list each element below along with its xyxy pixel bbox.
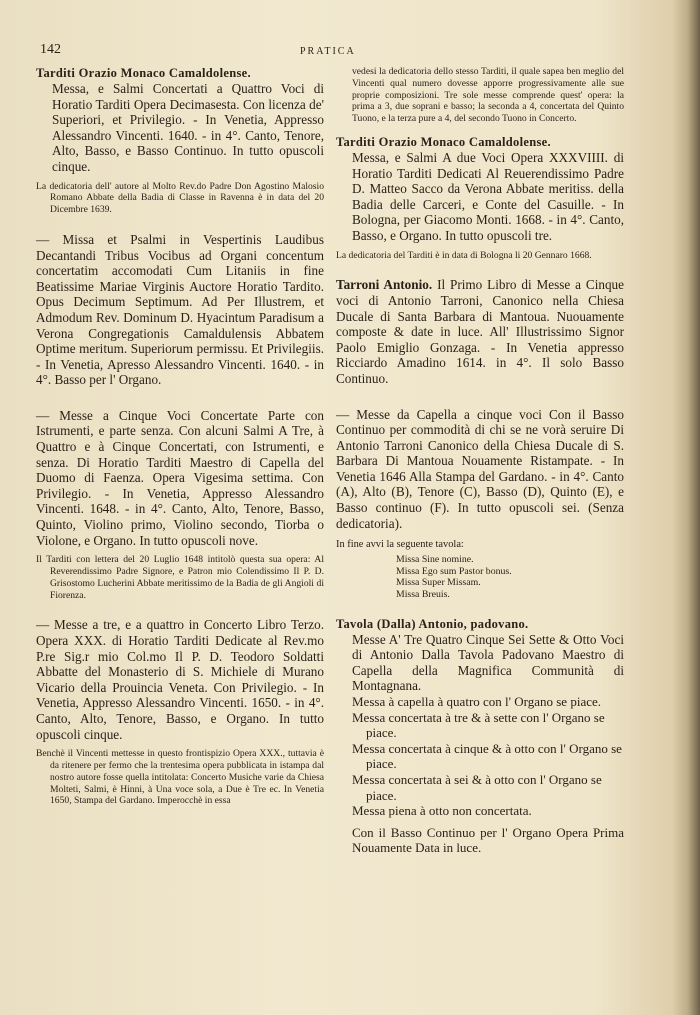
entry-heading: Tarditi Orazio Monaco Camaldolense. [336, 134, 551, 149]
left-column [36, 66, 324, 807]
entry-note: La dedicatoria dell' autore al Molto Rev.do Padre Don Agostino Malosio Romano Abbate della Badia di Classe in Ravenna è in data del 20 Dicembre 1639. [36, 180, 324, 216]
entry-text: — Missa et Psalmi in Vespertinis Laudibus Decantandi Tribus Vocibus ad Organi concentum concertatim accomodati Cum Litaniis in fine Beatissime Mariae Virginis Auctore Horatio Tardito. Opus Decimum Septimum. Ad Per Illustrem, et Admodum Rev. Dominum D. Hyacintum Paradisum a Verona Congregationis Camaldulensis Abbatem Optime meritum. Superiorum permissu. Et Privilegiis. - In Venetia, Apresso Alessandro Vincenti. 1640. - in 4°. Basso per l' Organo. [36, 231, 324, 388]
running-head: PRATICA [300, 46, 356, 57]
entry-text: Messa, e Salmi A due Voci Opera XXXVIIII. di Horatio Tarditi Dedicati Al Reuerendissimo Padre D. Matteo Sacco da Verona Abbate meritiss. della Badia delle Carceri, e Conte del Casuille. - In Bologna, per Giacomo Monti. 1668. - in 4°. Canto, Basso, e Organo. In tutto opuscoli tre. [352, 149, 624, 243]
closing-text: Con il Basso Continuo per l' Organo Opera Prima Nouamente Data in luce. [352, 824, 624, 856]
entry-text-inline: Il Primo Libro di Messe a Cinque voci di Antonio Tarroni, Canonico nella Chiesa Ducale di Santa Barbara di Mantoua. Nuouamente composte & date in luce. All' Illustrissimo Signor Paolo Emiglio Gonzaga. - In Venetia appresso Ricciardo Amadino 1614. in 4°. Il solo Basso Continuo. [336, 277, 624, 386]
messa-list [336, 694, 624, 819]
list-item: Missa Breuis. [396, 589, 450, 601]
entry-text: — Messe a tre, e a quattro in Concerto Libro Terzo. Opera XXX. di Horatio Tarditi Dedicate al Rev.mo P.re Sig.r mio Col.mo Il P. D. Teodoro Soldatti Abbatte del Monasterio di S. Michiele di Murano Vicario della Prouincia Veneta. Con Privilegio. - In Venetia, Appresso Alessandro Vincenti. 1650. - in 4°. Canto, Alto, Tenore, Basso, e Organo. In tutto opuscoli cinque. [36, 617, 324, 742]
list-item: Missa Super Missam. [396, 577, 481, 589]
entry-heading: Tavola (Dalla) Antonio, padovano. [336, 616, 529, 631]
list-item: Messa concertata à tre & à sette con l' Organo se piace. [352, 709, 605, 741]
tavola-intro: In fine avvi la seguente tavola: [336, 539, 464, 551]
entry-heading: Tarroni Antonio. [336, 277, 433, 293]
continued-note: vedesi la dedicatoria dello stesso Tarditi, il quale sapea ben meglio del Vincenti qual numero dovesse apporre progressivamente alle sue proprie composizioni. Tre sole messe comprende quest' opera: la prima a 3, due soprani e basso; la seconda a 4, concertata del Quinto Tuono, e la terza pure a 4, del secondo Tuono in Concerto. [352, 66, 624, 125]
entry-text: Messa, e Salmi Concertati a Quattro Voci di Horatio Tarditi Opera Decimasesta. Con licenza de' Superiori, et Privilegio. - In Venetia, Appresso Alessandro Vincenti. 1640. - in 4°. Canto, Tenore, Alto, Basso, e Basso Continuo. In tutto opuscoli cinque. [52, 81, 324, 174]
list-item: Messa concertata à cinque & à otto con l' Organo se piace. [352, 740, 622, 772]
book-spine-shadow [672, 0, 700, 1015]
list-item: Missa Ego sum Pastor bonus. [396, 565, 512, 577]
list-item: Missa Sine nomine. [396, 554, 474, 566]
entry-note: Benchè il Vincenti mettesse in questo frontispizio Opera XXX., tuttavia è da ritenere per fermo che la trentesima opera pubblicata in istampa dal nostro autore fosse quella intitolata: Concerto Musiche varie da Chiesa Molteti, Salmi, è Hinni, à Una voce sola, a Due è Tre ec. In Venetia 1650, Stampa del Gardano. Imperocchè in essa [36, 748, 324, 807]
tavola-list [336, 554, 624, 600]
entry-note: La dedicatoria del Tarditi è in data di Bologna li 20 Gennaro 1668. [336, 249, 592, 261]
page-number: 142 [40, 42, 61, 57]
right-column [336, 66, 624, 856]
list-item: Messa piena à otto non concertata. [352, 803, 532, 819]
entry-text [336, 277, 624, 386]
entry-text: — Messe da Capella a cinque voci Con il Basso Continuo per commodità di chi se ne vorà seruire Di Antonio Tarroni Canonico della Chiesa Ducale di S. Barbara Di Mantoua Nouamente Ristampate. - In Venetia 1646 Alla Stampa del Gardano. - in 4°. Canto (A), Alto (B), Tenore (C), Basso (D), Quinto (E), e Basso continuo (F). In tutto opuscoli sei. (Senza dedicatoria). [336, 406, 624, 531]
entry-heading: Tarditi Orazio Monaco Camaldolense. [36, 66, 251, 80]
list-item: Messa concertata à sei & à otto con l' Organo se piace. [352, 771, 602, 803]
entry-note: Il Tarditi con lettera del 20 Luglio 1648 intitolò questa sua opera: Al Reverendissimo Padre Signore, e Patron mio Colendissimo Il P. D. Grisostomo Lucherini Abbate meritissimo de la Badia de gli Angioli di Fiorenza. [36, 554, 324, 601]
entry-text: Messe A' Tre Quatro Cinque Sei Sette & Otto Voci di Antonio Dalla Tavola Padovano Maestro di Capella della Magnifica Communità di Montagnana. [352, 631, 624, 694]
entry-text: — Messe a Cinque Voci Concertate Parte con Istrumenti, e parte senza. Con alcuni Salmi A Tre, à Quattro e à Cinque Concertati, con Istrumenti, e senza. Di Horatio Tarditi Maestro di Capella del Duomo di Faenza. Opera Vigesima settima. Con Privilegio. - In Venetia, Appresso Alessandro Vincenti. 1648. - in 4°. Canto, Alto, Tenore, Basso, Quinto, Violino primo, Violino secondo, Tiorba o Violone, e Organo. In tutto opuscoli nove. [36, 407, 324, 548]
list-item: Messa à capella à quatro con l' Organo se piace. [352, 694, 601, 709]
